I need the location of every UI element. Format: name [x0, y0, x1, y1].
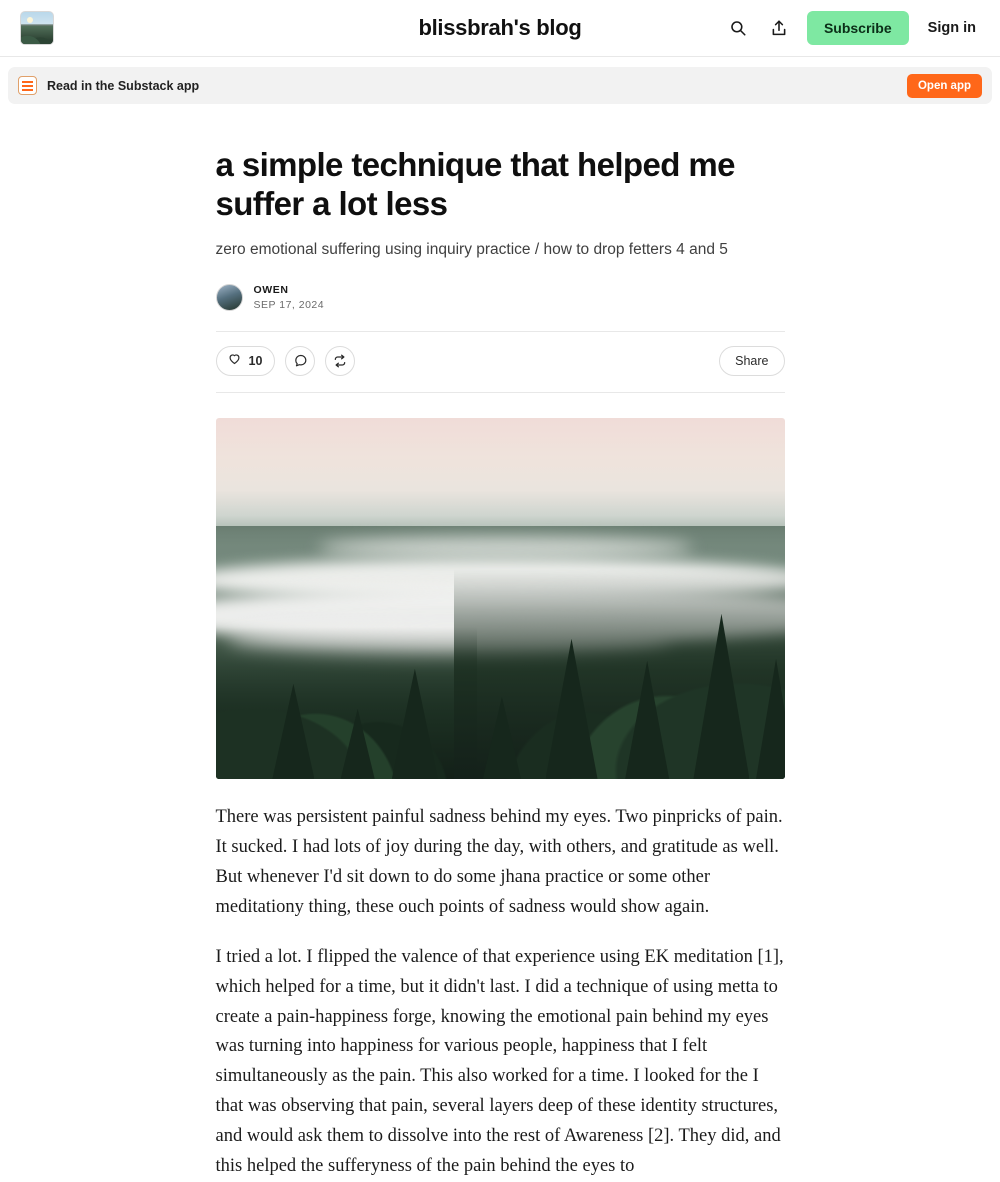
post-container [216, 104, 785, 1182]
like-count: 10 [248, 353, 263, 368]
post-title: a simple technique that helped me suffer a lot less [215, 146, 735, 222]
post-paragraph: There was persistent painful sadness behind my eyes. Two pinpricks of pain. It sucked. I had lots of joy during the day, with others, and gratitude as well. But whenever I'd sit down to do some jhana practice or some other meditationy thing, these ouch points of sadness would show again. [215, 806, 783, 917]
page-title: blissbrah's blog [418, 15, 582, 40]
restack-icon[interactable] [325, 346, 355, 376]
heart-icon [227, 351, 242, 371]
sign-in-button[interactable]: Sign in [924, 14, 980, 42]
post-action-bar [216, 332, 785, 393]
share-arrow-icon[interactable] [766, 15, 792, 41]
header-actions [725, 11, 980, 45]
avatar[interactable] [216, 284, 243, 311]
post-subtitle: zero emotional suffering using inquiry practice / how to drop fetters 4 and 5 [215, 241, 728, 259]
blog-avatar-icon[interactable] [20, 11, 54, 45]
search-icon[interactable] [725, 15, 751, 41]
open-app-button[interactable]: Open app [907, 74, 982, 98]
app-banner-label: Read in the Substack app [47, 78, 200, 93]
substack-app-icon [18, 76, 37, 95]
like-button[interactable] [216, 346, 276, 376]
subscribe-button[interactable]: Subscribe [807, 11, 909, 45]
site-header [0, 0, 1000, 57]
post-date: SEP 17, 2024 [253, 298, 325, 311]
post-body [216, 779, 785, 1182]
substack-app-banner[interactable] [8, 67, 992, 104]
post-paragraph: I tried a lot. I flipped the valence of that experience using EK meditation [1], which helped for a time, but it didn't last. I did a technique of using metta to create a pain-happiness forge, knowing the emotional pain behind my eyes was turning into happiness for various people, happiness that I felt simultaneously as the pain. This also worked for a time. I looked for the I that was observing that pain, several layers deep of these identity structures, and would ask them to dissolve into the rest of Awareness [2]. They did, and this helped the sufferyness of the pain behind the eyes to [215, 946, 784, 1177]
byline [216, 262, 785, 332]
post-author[interactable]: OWEN [253, 283, 289, 296]
ridge-shape [21, 26, 53, 45]
share-button[interactable]: Share [719, 346, 784, 376]
hero-image [216, 418, 785, 779]
comment-icon[interactable] [285, 346, 315, 376]
sun-shape [27, 17, 33, 23]
